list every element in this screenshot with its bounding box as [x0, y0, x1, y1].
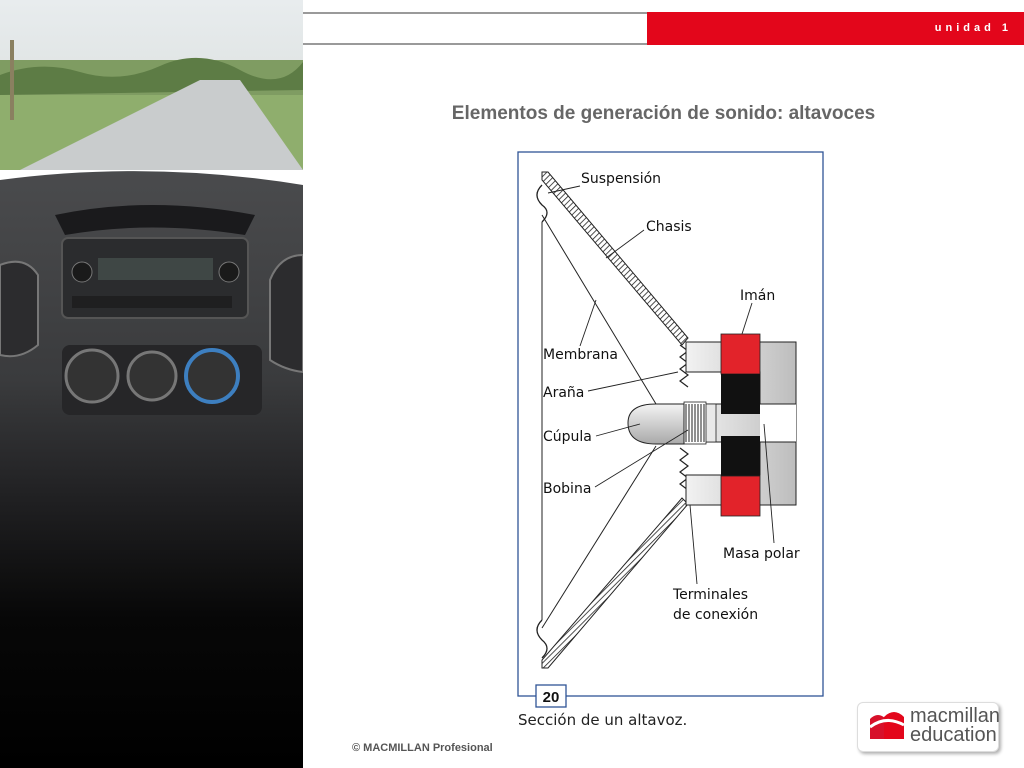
figure-number: 20 — [542, 689, 560, 706]
speaker-diagram — [515, 150, 835, 715]
figure-caption: Sección de un altavoz. — [518, 711, 688, 729]
slide-title: Elementos de generación de sonido: altavoces — [451, 103, 876, 124]
magnet-red-bottom — [721, 476, 760, 516]
copyright-text: © MACMILLAN Profesional — [352, 742, 493, 754]
label-terminales-line1: Terminales — [673, 587, 749, 603]
label-chasis: Chasis — [646, 219, 692, 235]
magnet-black-top — [721, 374, 760, 414]
macmillan-logo-icon — [864, 703, 912, 751]
label-iman: Imán — [740, 288, 776, 304]
label-bobina: Bobina — [543, 481, 592, 497]
label-cupula: Cúpula — [543, 429, 592, 445]
header-bar-right — [647, 12, 1024, 45]
label-arana: Araña — [543, 385, 585, 401]
label-suspension: Suspensión — [581, 171, 662, 187]
logo-text-line2: education — [910, 724, 997, 746]
unit-label: unidad 1 — [934, 22, 1012, 34]
label-terminales-line2: de conexión — [673, 607, 759, 623]
label-membrana: Membrana — [543, 347, 619, 363]
dashboard-photo — [0, 0, 303, 768]
header-bar-left — [303, 12, 647, 45]
logo-text-line1: macmillan — [910, 705, 1001, 727]
label-masa-polar: Masa polar — [723, 546, 800, 562]
magnet-black-bottom — [721, 436, 760, 476]
macmillan-logo — [857, 702, 999, 752]
magnet-red-top — [721, 334, 760, 374]
